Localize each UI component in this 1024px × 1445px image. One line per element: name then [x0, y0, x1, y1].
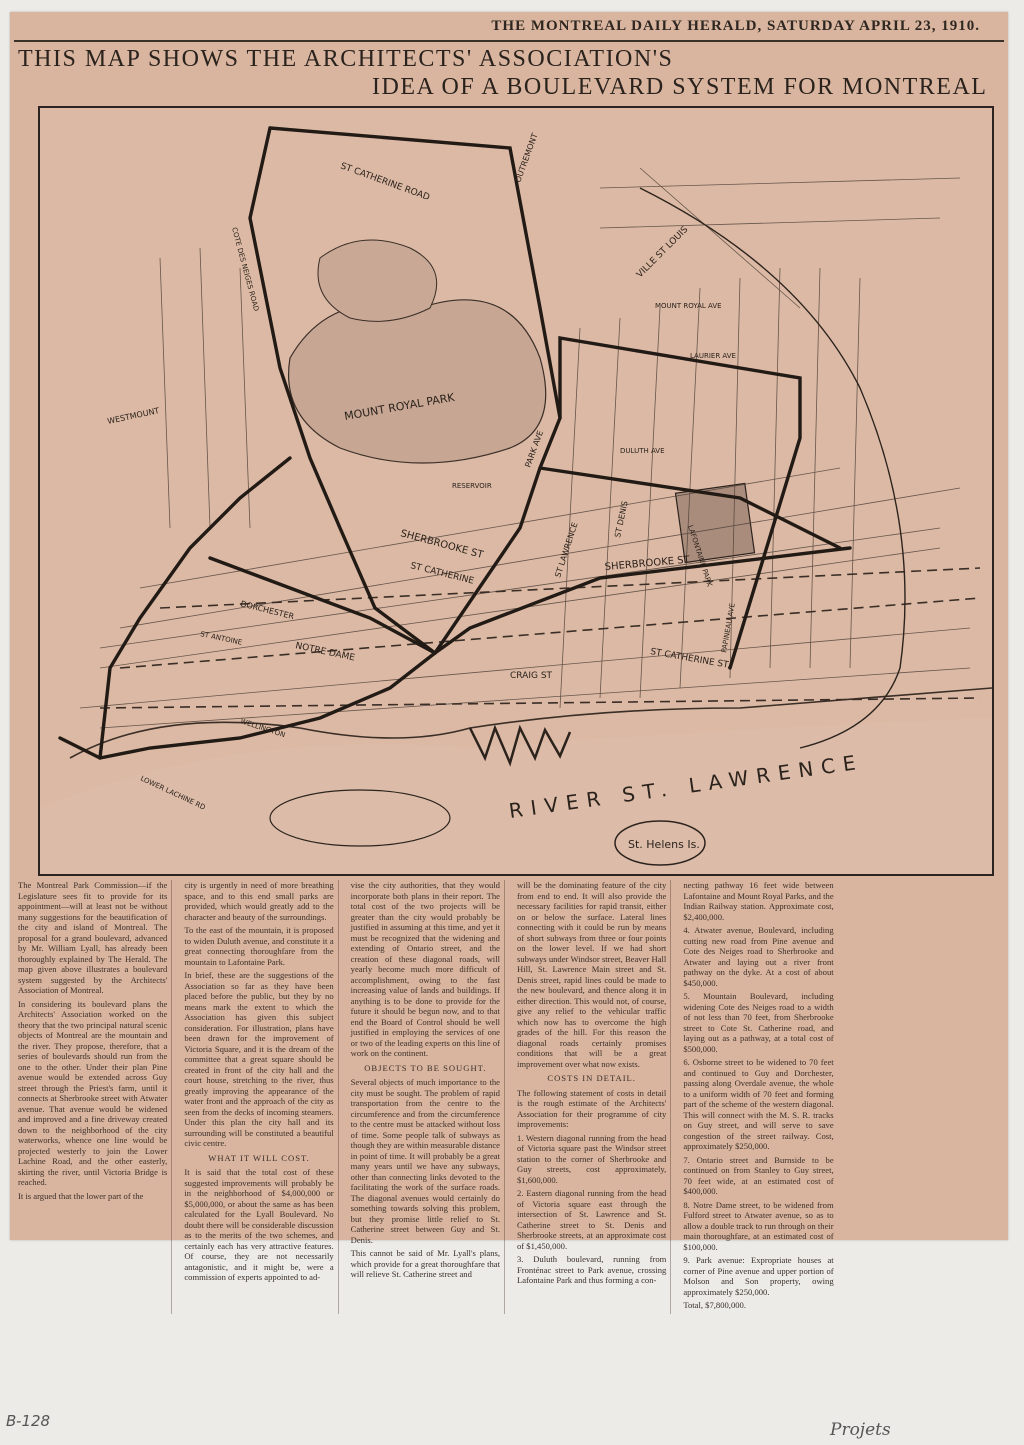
label-westmount: WESTMOUNT	[106, 406, 161, 426]
label-st-denis: ST DENIS	[613, 500, 630, 539]
article-paragraph: 2. Eastern diagonal running from the head of Victoria square east through the intersection of St. Lawrence and St. Catherine street to St. Denis and Sherbrooke streets, at an approximate cost of $1,450,000.	[516, 1188, 667, 1251]
label-cote-des-neiges: COTE DES NEIGES ROAD	[230, 226, 261, 313]
label-laurier: LAURIER AVE	[690, 352, 736, 360]
article-paragraph: 5. Mountain Boulevard, including widening Cote des Neiges road to a width of not less than 70 feet, from Sherbrooke street to Cote St. Catherine road, and laying out as a pathway, at a total cost of $500,000.	[683, 991, 834, 1054]
label-reservoir: RESERVOIR	[452, 482, 492, 490]
article-column-4	[513, 880, 671, 1314]
label-craig: CRAIG ST	[510, 671, 553, 681]
mount-royal-summit	[318, 240, 437, 321]
article-paragraph: 1. Western diagonal running from the head of Victoria square past the Windsor street station to the corner of Sherbrooke and Guy streets, cost approximately, $1,600,000.	[516, 1132, 667, 1185]
article-paragraph: It is said that the total cost of these suggested improvements will probably be in the neighborhood of $4,000,000 or $5,000,000, or about the same as has been calculated for the Lyall Boulevard. No doubt there will be considerable discussion as to the merits of the two schemes, and certainly each has very attractive features. Of course, they are not necessarily antagonistic, and it might be, were a commission of experts appointed to ad-	[184, 1167, 334, 1282]
article-paragraph: 3. Duluth boulevard, running from Fronténac street to Park avenue, crossing Lafontaine Park and thus forming a con-	[516, 1254, 667, 1285]
newspaper-clipping	[10, 12, 1008, 1310]
label-st-catherine-east: ST CATHERINE ST.	[649, 647, 731, 672]
label-notre-dame: NOTRE DAME	[294, 641, 356, 664]
label-lafontaine-park: LAFONTAINE PARK	[686, 524, 714, 588]
map-canvas	[40, 108, 992, 874]
article-paragraph: will be the dominating feature of the city from end to end. It will also provide the necessary facilities for rapid transit, either on or below the surface. Lateral lines connecting with it could be run by means of short subways from three or four points on the lower level. If we had short subways under Windsor street, Beaver Hall Hill, St. Lawrence Main street and St. Denis street, rapid lines could be made to the new boulevard, and thence along it in either direction. This would not, of course, give any relief to the vehicular traffic which now has to overcome the high grades of the hill. For this reason the diagonal roads certainly promises conditions that will be a great improvement over what now exists.	[516, 880, 667, 1069]
handwritten-category: Projets	[830, 1420, 891, 1440]
article-column-5	[679, 880, 837, 1314]
label-st-catherine-road: ST CATHERINE ROAD	[338, 161, 431, 204]
catalog-number: B-128	[6, 1412, 51, 1430]
label-ville-st-louis: VILLE ST LOUIS	[635, 224, 691, 281]
outer-road	[640, 188, 905, 748]
article-subhead: COSTS IN DETAIL.	[547, 1073, 636, 1083]
label-outremont: OUTREMONT	[513, 131, 540, 184]
label-sherbrooke-west: SHERBROOKE ST	[399, 528, 485, 561]
label-lower-lachine: LOWER LACHINE RD	[139, 774, 207, 812]
article-subhead: WHAT IT WILL COST.	[208, 1152, 310, 1163]
article-paragraph: 9. Park avenue: Expropriate houses at corner of Pine avenue and upper portion of Molson and Son property, owing approximately $250,000.	[683, 1255, 834, 1297]
article-paragraph: 6. Osborne street to be widened to 70 feet and continued to Guy and Dorchester, passing along Overdale avenue, the whole to a uniform width of 70 feet and forming part of the scheme of the western diagonal. This will connect with the M. S. R. tracks on Guy street, and will serve to save congestion of the street railway. Cost, approximately $250,000.	[683, 1057, 834, 1151]
article-paragraph: In considering its boulevard plans the Architects' Association worked on the theory that the two principal natural scenic objects of Montreal are the mountain and the river. They propose, therefore, that a series of boulevards should run from the one to the other. Under their plan Pine avenue would be extended across Guy street through the Priest's farm, until it connects at Sherbrooke street with Atwater avenue. That avenue would be widened and improved and a fine driveway created down to the neighborhood of the city waterworks, whence one line would be projected westerly to join the Lower Lachine Road, and the other easterly, skirting the river, until Victoria Bridge is reached.	[18, 998, 168, 1187]
article-body	[14, 880, 1004, 1310]
article-subhead: OBJECTS TO BE SOUGHT.	[364, 1062, 487, 1073]
article-paragraph: Several objects of much importance to the city must be sought. The problem of rapid transportation from the centre to the circumference and from the circumference to the centre must be attacked without loss of time. Some people talk of subways as though they are within measurable distance in point of time. It will probably be a great many years until we have any subways, other than connecting links devoted to the facilitating the work of the surface roads. The diagonal avenues would certainly do something towards solving this problem, but they promise little relief to St. Catherine street between Guy and St. Denis.	[350, 1077, 500, 1245]
street-grid	[80, 168, 970, 728]
article-paragraph: The Montreal Park Commission—if the Legislature sees fit to provide for its appointment—will at least not be without many suggestions for the beautification of the city and island of Montreal. The proposal for a grand boulevard, advanced by Mr. William Lyall, has already been thoroughly explained by The Herald. The map given above illustrates a boulevard system suggested by the Architects' Association of Montreal.	[18, 880, 168, 995]
label-park-ave: PARK AVE	[523, 429, 546, 469]
label-mount-royal-park: MOUNT ROYAL PARK	[343, 390, 456, 423]
label-duluth: DULUTH AVE	[620, 447, 665, 455]
article-paragraph: Total, $7,800,000.	[683, 1300, 746, 1310]
article-paragraph: This cannot be said of Mr. Lyall's plans, which provide for a great thoroughfare that will relieve St. Catherine street and	[350, 1248, 500, 1279]
label-wellington: WELLINGTON	[239, 717, 287, 740]
headline-line-2: IDEA OF A BOULEVARD SYSTEM FOR MONTREAL	[372, 74, 988, 100]
article-paragraph: 8. Notre Dame street, to be widened from Fulford street to Atwater avenue, so as to allow a double track to run through on their main thoroughfare, at an estimated cost of $100,000.	[683, 1199, 834, 1252]
label-river: RIVER ST. LAWRENCE	[507, 749, 865, 823]
article-paragraph: 4. Atwater avenue, Boulevard, including cutting new road from Pine avenue and Cote des Neiges road to Sherbrooke and Atwater and laying out a river front pathway on the dyke. At a cost of about $450,000.	[683, 925, 834, 988]
article-column-3	[347, 880, 505, 1314]
mount-royal-park-area	[289, 300, 546, 463]
article-column-2	[180, 880, 338, 1314]
article-paragraph: vise the city authorities, that they would incorporate both plans in their report. The total cost of the two projects will be greater than the city would probably be justified in assuming at this time, and yet it must be recognized that the widening and extending of Ontario street, and the creation of these diagonal roads, will yearly become much more difficult of accomplishment, owing to the fast increasing value of lands and buildings. If anything is to be done to provide for the future it should be begun now, and to that end the Board of Control should be well justified in employing the services of one or two of the leading experts on this line of work on the continent.	[350, 880, 500, 1058]
label-mount-royal-ave: MOUNT ROYAL AVE	[655, 302, 722, 310]
label-sherbrooke-east: SHERBROOKE ST.	[604, 554, 693, 573]
article-paragraph: 7. Ontario street and Burnside to be continued on from Stanley to Guy street, 70 feet wide, at an estimated cost of $400,000.	[683, 1154, 834, 1196]
masthead: THE MONTREAL DAILY HERALD, SATURDAY APRIL 23, 1910.	[491, 18, 980, 34]
headline-line-1: THIS MAP SHOWS THE ARCHITECTS' ASSOCIATION'S	[18, 46, 674, 72]
label-dorchester: DORCHESTER	[239, 599, 295, 622]
article-paragraph: necting pathway 16 feet wide between Lafontaine and Mount Royal Parks, and the Indian Railway station. Approximate cost, $2,400,000.	[683, 880, 834, 922]
article-paragraph: It is argued that the lower part of the	[18, 1190, 144, 1201]
label-st-catherine-west: ST CATHERINE	[409, 561, 475, 587]
label-st-helens: St. Helens Is.	[628, 838, 700, 851]
masthead-rule	[14, 40, 1004, 42]
article-paragraph: city is urgently in need of more breathing space, and to this end small parks are provided, which would greatly add to the character and beauty of the surroundings.	[184, 880, 334, 922]
label-st-antoine: ST ANTOINE	[199, 630, 243, 647]
article-paragraph: To the east of the mountain, it is proposed to widen Duluth avenue, and constitute it a great connecting thoroughfare from the mountain to Lafontaine Park.	[184, 925, 334, 967]
article-column-1	[14, 880, 172, 1314]
boulevard-map	[38, 106, 994, 876]
article-paragraph: The following statement of costs in detail is the rough estimate of the Architects' Association for their programme of city improvements:	[516, 1087, 667, 1129]
label-papineau: PAPINEAU AVE	[720, 602, 737, 654]
article-paragraph: In brief, these are the suggestions of the Association so far as they have been placed before the public, but they by no means mark the extent to which the Association has given this subject consideration. For illustration, plans have been drawn for the improvement of Victoria Square, and it is the dream of the committee that a great square should be created in front of the city hall and the court house, stretching to the river, thus greatly improving the appearance of the water front and the approach of the city as seen from the decks of incoming steamers. Under this plan the city hall and its surrounding will be constituted a beautiful civic centre.	[184, 970, 334, 1148]
label-st-lawrence: ST LAWRENCE	[553, 521, 580, 579]
